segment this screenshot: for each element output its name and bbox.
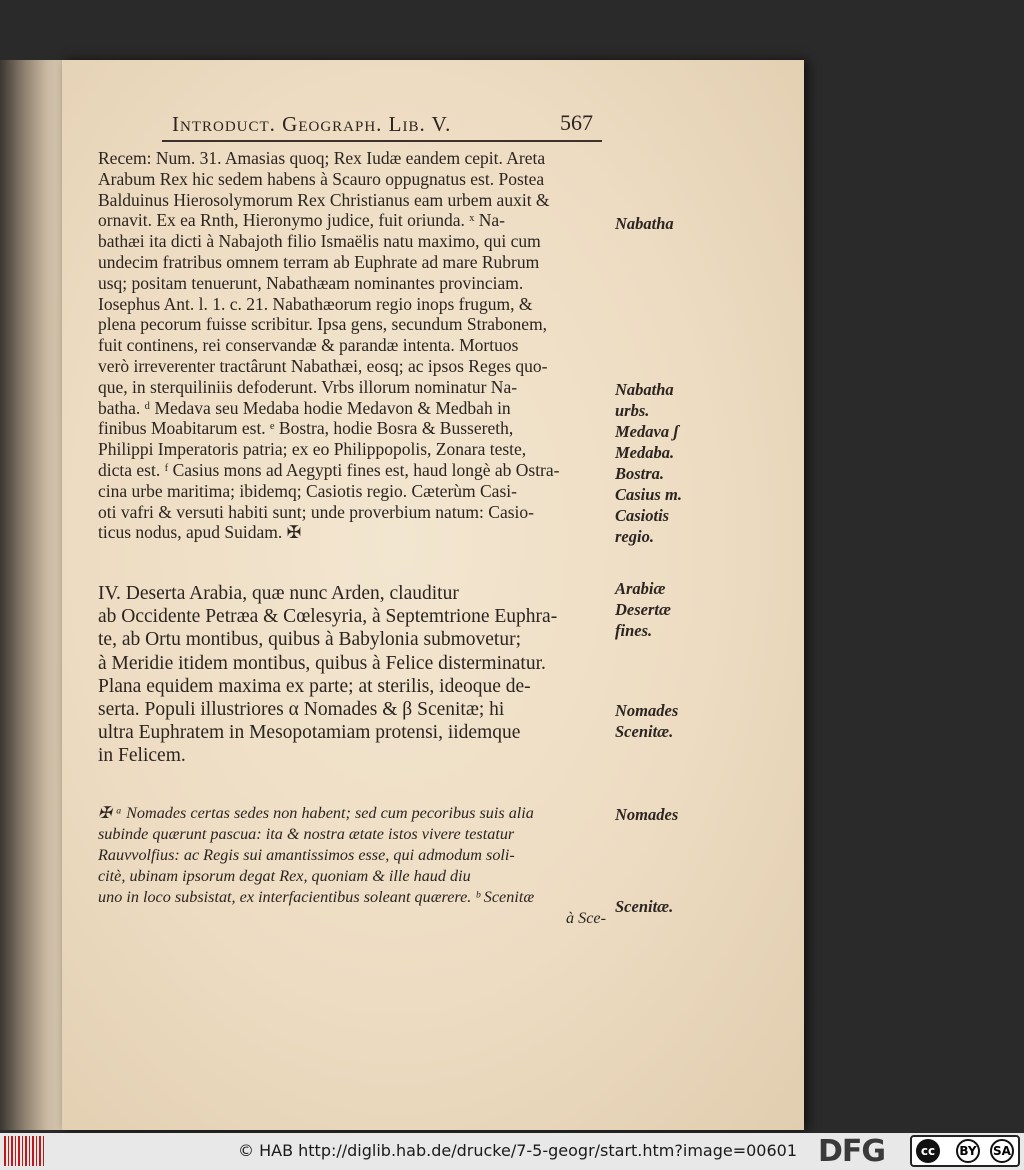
text-line: plena pecorum fuisse scribitur. Ipsa gens, secundum Strabonem, [98, 314, 548, 335]
book-left-edge [0, 60, 62, 1130]
text-line: serta. Populi illustriores α Nomades & β Scenitæ; hi [98, 699, 505, 721]
text-line: bathæi ita dicti à Nabajoth filio Ismaëlis natu maximo, qui cum [98, 231, 541, 252]
viewer-footer [0, 1133, 1024, 1170]
paragraph-commentary-1 [98, 148, 606, 543]
margin-note-line: fines. [615, 621, 653, 640]
text-line: fuit continens, rei conservandæ & parandæ intenta. Mortuos [98, 335, 519, 356]
margin-note-line: Casius m. [615, 485, 682, 504]
text-line: Recem: Num. 31. Amasias quoq; Rex Iudæ eandem cepit. Areta [98, 148, 546, 168]
margin-note-line: Medaba. [615, 443, 675, 462]
paragraph-main-iv [98, 582, 606, 768]
margin-note-line: Nomades [615, 805, 679, 824]
text-line: citè, ubinam ipsorum degat Rex, quoniam & ille haud diu [98, 867, 471, 885]
text-line: ticus nodus, apud Suidam. ✠ [98, 522, 302, 543]
text-line: ultra Euphratem in Mesopotamiam protensi, iidemque [98, 722, 521, 744]
text-line: usq; positam tenuerunt, Nabathæam nominantes provinciam. [98, 272, 524, 293]
by-icon: BY [956, 1139, 980, 1163]
page-number: 567 [560, 110, 593, 135]
text-line: à Meridie itidem montibus, quibus à Felice disterminatur. [98, 652, 546, 674]
cc-license-badge[interactable] [910, 1135, 1020, 1167]
sa-icon: SA [990, 1139, 1014, 1163]
margin-note-line: Arabiæ [615, 579, 666, 598]
margin-note-line: Desertæ [615, 600, 671, 619]
margin-note-line: urbs. [615, 401, 650, 420]
text-line: Balduinus Hierosolymorum Rex Christianus eam urbem auxit & [98, 189, 550, 210]
margin-note-line: Medava ʃ [615, 422, 679, 441]
text-line: dicta est. ᶠ Casius mons ad Aegypti fines est, haud longè ab Ostra- [98, 459, 560, 480]
text-line: oti vafri & versuti habiti sunt; unde proverbium natum: Casio- [98, 501, 534, 522]
margin-note-line: Casiotis [615, 506, 670, 525]
text-line: à Sce- [566, 909, 606, 927]
margin-note-line: Scenitæ. [615, 722, 674, 741]
hab-barcode-logo [4, 1136, 44, 1166]
margin-note [615, 578, 671, 641]
header-rule [162, 140, 602, 142]
text-line: finibus Moabitarum est. ᵉ Bostra, hodie Bosra & Bussereth, [98, 418, 514, 439]
margin-note [615, 213, 674, 234]
text-line: undecim fratribus omnem terram ab Euphrate ad mare Rubrum [98, 251, 540, 272]
margin-note [615, 700, 678, 742]
text-line: uno in loco subsistat, ex interfacientibus soleant quærere. ᵇ Scenitæ [98, 888, 535, 906]
margin-note-line: Nabatha [615, 380, 674, 399]
cc-icon: cc [916, 1139, 940, 1163]
text-line: in Felicem. [98, 745, 186, 767]
text-line: Arabum Rex hic sedem habens à Scauro oppugnatus est. Postea [98, 168, 545, 189]
text-line: ✠ ᵃ Nomades certas sedes non habent; sed cum pecoribus suis alia [98, 804, 534, 822]
margin-note-line: regio. [615, 527, 654, 546]
margin-note [615, 896, 673, 917]
text-line: Rauvvolfius: ac Regis sui amantissimos esse, qui admodum soli- [98, 846, 515, 864]
margin-note-line: Bostra. [615, 464, 665, 483]
source-citation[interactable]: © HAB http://diglib.hab.de/drucke/7-5-geogr/start.htm?image=00601 [238, 1141, 798, 1160]
text-line: ab Occidente Petræa & Cœlesyria, à Septemtrione Euphra- [98, 606, 558, 628]
text-line: verò irreverenter tractârunt Nabathæi, eosq; ac ipsos Reges quo- [98, 355, 548, 376]
text-line: batha. ᵈ Medava seu Medaba hodie Medavon & Medbah in [98, 397, 511, 418]
margin-note-line: Nabatha [615, 214, 674, 233]
running-head: Introduct. Geograph. Lib. V. [172, 112, 452, 136]
text-line: Plana equidem maxima ex parte; at sterilis, ideoque de- [98, 675, 531, 697]
text-line: cina urbe maritima; ibidemq; Casiotis regio. Cæterùm Casi- [98, 480, 517, 501]
text-line: IV. Deserta Arabia, quæ nunc Arden, clauditur [98, 583, 459, 604]
text-line: ornavit. Ex ea Rnth, Hieronymo judice, fuit oriunda. ˣ Na- [98, 210, 505, 231]
text-line: que, in sterquiliniis defoderunt. Vrbs illorum nominatur Na- [98, 376, 518, 397]
margin-note [615, 379, 682, 547]
margin-note-line: Nomades [615, 701, 679, 720]
dfg-logo: DFG [818, 1134, 886, 1169]
text-line: Iosephus Ant. l. 1. c. 21. Nabathæorum regio inops frugum, & [98, 293, 533, 314]
margin-note-line: Scenitæ. [615, 897, 674, 916]
paragraph-commentary-2 [98, 803, 606, 929]
text-line: Philippi Imperatoris patria; ex eo Philippopolis, Zonara teste, [98, 439, 527, 460]
margin-note [615, 804, 678, 825]
text-line: te, ab Ortu montibus, quibus à Babylonia submovetur; [98, 629, 521, 651]
text-line: subinde quærunt pascua: ita & nostra ætate istos vivere testatur [98, 825, 515, 843]
book-page [62, 60, 804, 1130]
